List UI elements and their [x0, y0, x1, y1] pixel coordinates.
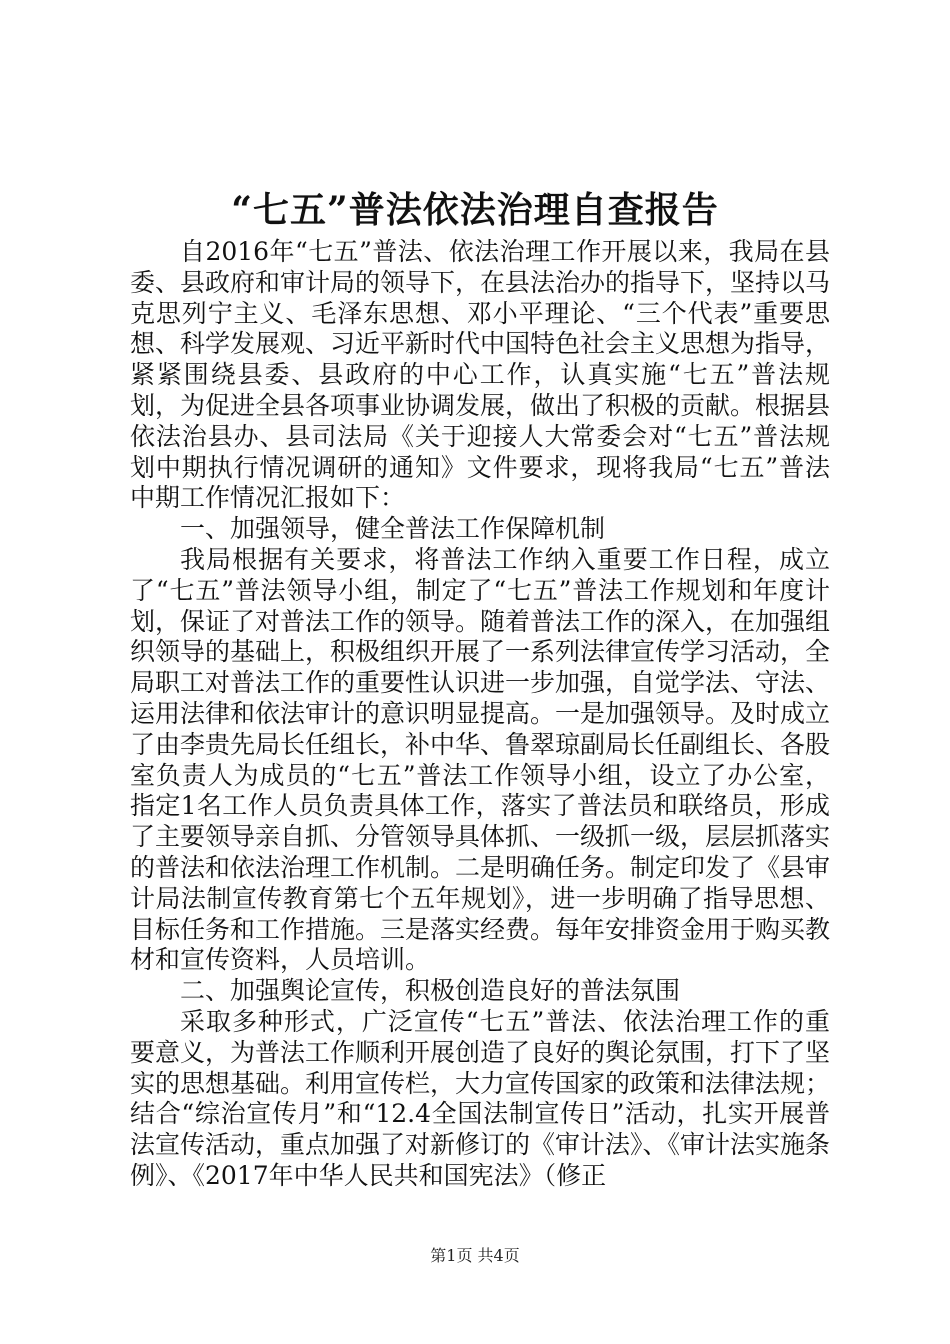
paragraph-section-2: 采取多种形式，广泛宣传“七五”普法、依法治理工作的重要意义，为普法工作顺利开展创造了良好的舆论氛围，打下了坚实的思想基础。利用宣传栏，大力宣传国家的政策和法律法规；结合“综治宣传月”和“12.4全国法制宣传日”活动，扎实开展普法宣传活动，重点加强了对新修订的《审计法》、《审计法实施条例》、《2017年中华人民共和国宪法》（修正: [130, 1006, 831, 1190]
page-number-footer: 第1页 共4页: [430, 1246, 520, 1265]
document-title: “七五”普法依法治理自查报告: [231, 189, 719, 231]
section-heading-1: 一、加强领导，健全普法工作保障机制: [180, 514, 606, 544]
section-heading-2: 二、加强舆论宣传，积极创造良好的普法氛围: [180, 976, 681, 1006]
paragraph-intro: 自2016年“七五”普法、依法治理工作开展以来，我局在县委、县政府和审计局的领导下，在县法治办的指导下，坚持以马克思列宁主义、毛泽东思想、邓小平理论、“三个代表”重要思想、科学发展观、习近平新时代中国特色社会主义思想为指导，紧紧围绕县委、县政府的中心工作，认真实施“七五”普法规划，为促进全县各项事业协调发展，做出了积极的贡献。根据县依法治县办、县司法局《关于迎接人大常委会对“七五”普法规划中期执行情况调研的通知》文件要求，现将我局“七五”普法中期工作情况汇报如下：: [130, 237, 831, 513]
paragraph-section-1: 我局根据有关要求，将普法工作纳入重要工作日程，成立了“七五”普法领导小组，制定了“七五”普法工作规划和年度计划，保证了对普法工作的领导。随着普法工作的深入，在加强组织领导的基础上，积极组织开展了一系列法律宣传学习活动，全局职工对普法工作的重要性认识进一步加强，自觉学法、守法、运用法律和依法审计的意识明显提高。一是加强领导。及时成立了由李贵先局长任组长，补中华、鲁翠琼副局长任副组长、各股室负责人为成员的“七五”普法工作领导小组，设立了办公室，指定1名工作人员负责具体工作，落实了普法员和联络员，形成了主要领导亲自抓、分管领导具体抓、一级抓一级，层层抓落实的普法和依法治理工作机制。二是明确任务。制定印发了《县审计局法制宣传教育第七个五年规划》，进一步明确了指导思想、目标任务和工作措施。三是落实经费。每年安排资金用于购买教材和宣传资料，人员培训。: [130, 544, 831, 975]
document-body: [130, 237, 830, 1192]
